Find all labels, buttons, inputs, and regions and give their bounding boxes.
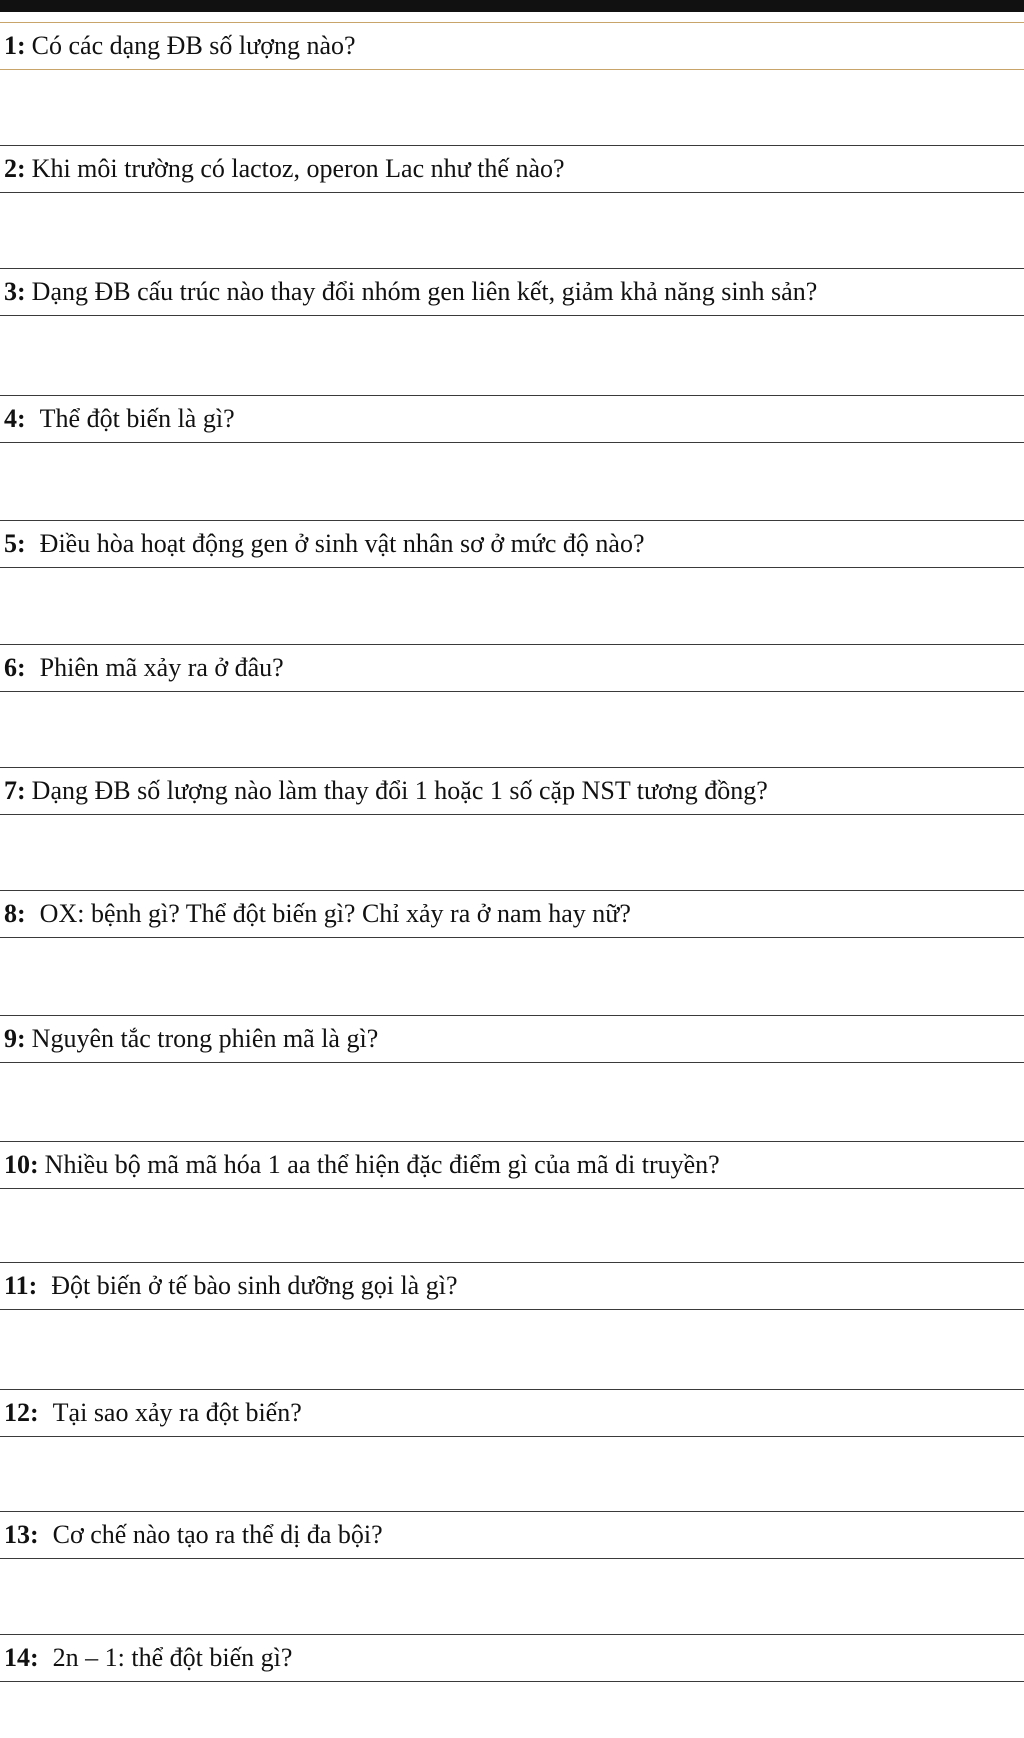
question-label: Tại sao xảy ra đột biến? xyxy=(52,1398,302,1427)
question-label: Khi môi trường có lactoz, operon Lac như thế nào? xyxy=(31,154,565,183)
question-number: 13: xyxy=(4,1520,39,1549)
question-text xyxy=(4,1522,383,1548)
question-text xyxy=(4,156,565,182)
question-row-5 xyxy=(0,520,1024,568)
question-text xyxy=(4,531,645,557)
question-row-8 xyxy=(0,890,1024,938)
question-label: Cơ chế nào tạo ra thể dị đa bội? xyxy=(52,1520,383,1549)
question-label: Có các dạng ĐB số lượng nào? xyxy=(31,31,356,60)
question-number: 10: xyxy=(4,1150,39,1179)
question-label: Đột biến ở tế bào sinh dưỡng gọi là gì? xyxy=(51,1271,458,1300)
question-text xyxy=(4,1152,720,1178)
question-row-4 xyxy=(0,395,1024,443)
question-number: 12: xyxy=(4,1398,39,1427)
question-row-10 xyxy=(0,1141,1024,1189)
question-number: 7: xyxy=(4,776,26,805)
question-label: Phiên mã xảy ra ở đâu? xyxy=(39,653,284,682)
question-number: 9: xyxy=(4,1024,26,1053)
question-number: 2: xyxy=(4,154,26,183)
top-dark-strip xyxy=(0,0,1024,12)
question-number: 14: xyxy=(4,1643,39,1672)
question-row-3 xyxy=(0,268,1024,316)
question-label: OX: bệnh gì? Thể đột biến gì? Chỉ xảy ra ở nam hay nữ? xyxy=(39,899,631,928)
question-text xyxy=(4,1645,292,1671)
question-row-12 xyxy=(0,1389,1024,1437)
question-row-11 xyxy=(0,1262,1024,1310)
question-text xyxy=(4,1273,457,1299)
question-label: Nguyên tắc trong phiên mã là gì? xyxy=(31,1024,379,1053)
question-row-14 xyxy=(0,1634,1024,1682)
question-label: Điều hòa hoạt động gen ở sinh vật nhân sơ ở mức độ nào? xyxy=(39,529,645,558)
question-text xyxy=(4,406,235,432)
question-number: 3: xyxy=(4,277,26,306)
question-text xyxy=(4,33,356,59)
question-text xyxy=(4,279,817,305)
question-number: 11: xyxy=(4,1271,38,1300)
question-row-6 xyxy=(0,644,1024,692)
question-label: 2n – 1: thể đột biến gì? xyxy=(52,1643,293,1672)
question-text xyxy=(4,655,284,681)
question-row-13 xyxy=(0,1511,1024,1559)
question-number: 5: xyxy=(4,529,26,558)
question-text xyxy=(4,901,631,927)
question-number: 8: xyxy=(4,899,26,928)
question-row-9 xyxy=(0,1015,1024,1063)
question-row-7 xyxy=(0,767,1024,815)
question-label: Dạng ĐB cấu trúc nào thay đổi nhóm gen liên kết, giảm khả năng sinh sản? xyxy=(31,277,818,306)
question-label: Dạng ĐB số lượng nào làm thay đổi 1 hoặc 1 số cặp NST tương đồng? xyxy=(31,776,768,805)
question-row-2 xyxy=(0,145,1024,193)
question-number: 4: xyxy=(4,404,26,433)
question-text xyxy=(4,1400,302,1426)
question-row-1 xyxy=(0,22,1024,70)
question-number: 1: xyxy=(4,31,26,60)
question-number: 6: xyxy=(4,653,26,682)
question-text xyxy=(4,1026,378,1052)
question-text xyxy=(4,778,768,804)
question-label: Nhiều bộ mã mã hóa 1 aa thể hiện đặc điểm gì của mã di truyền? xyxy=(44,1150,720,1179)
question-label: Thể đột biến là gì? xyxy=(39,404,235,433)
